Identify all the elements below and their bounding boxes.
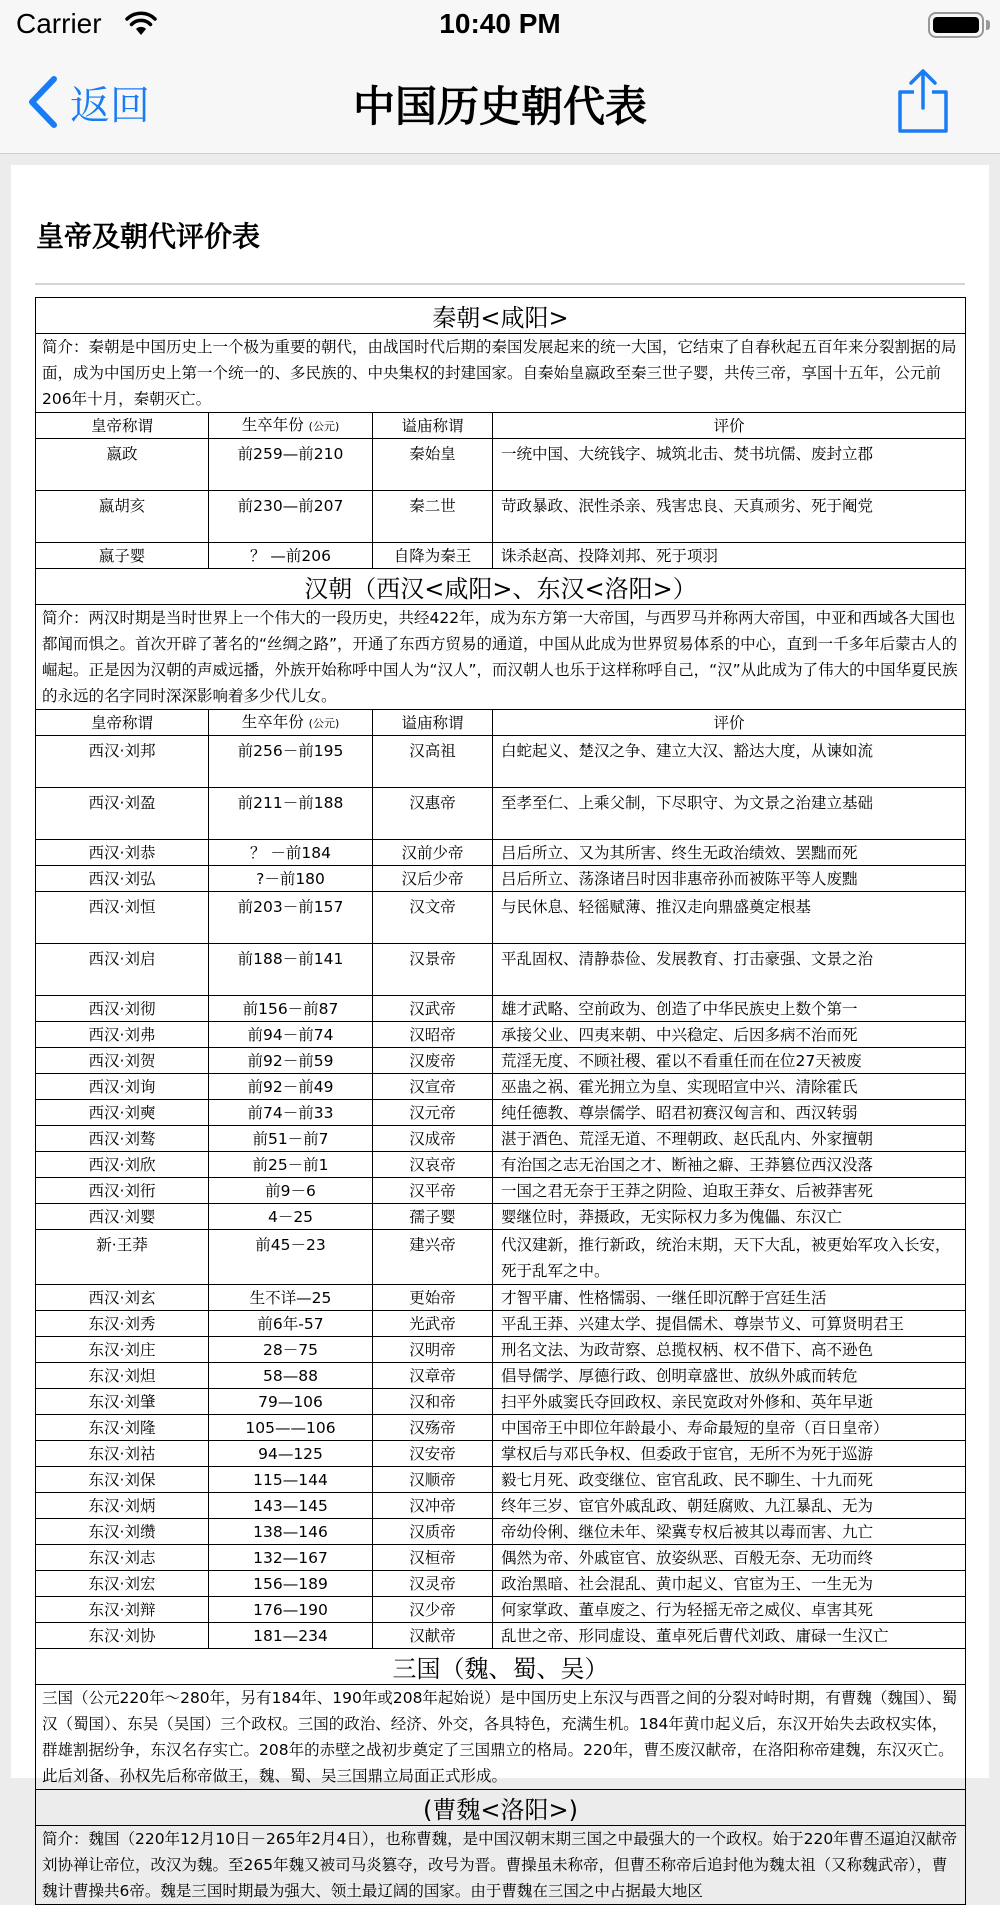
back-label: 返回 [70,82,150,129]
dynasty-title-qin: 秦朝<咸阳> [36,298,966,334]
table-row [36,1048,966,1074]
emperor-name: 西汉·刘贺 [36,1048,209,1074]
temple-name: 汉后少帝 [373,866,493,892]
table-row [36,439,966,491]
emperor-name: 东汉·刘庄 [36,1337,209,1363]
table-row [36,1519,966,1545]
table-row [36,1545,966,1571]
temple-name: 汉和帝 [373,1389,493,1415]
temple-name: 汉宣帝 [373,1074,493,1100]
table-row [36,1230,966,1285]
emperor-comment: 中国帝王中即位年龄最小、寿命最短的皇帝（百日皇帝） [493,1415,966,1441]
table-row [36,736,966,788]
emperor-name: 西汉·刘弗 [36,1022,209,1048]
dynasty-table-body [36,298,966,1905]
table-row [36,944,966,996]
emperor-years: 181—234 [209,1623,373,1649]
emperor-comment: 白蛇起义、楚汉之争、建立大汉、豁达大度，从谏如流 [493,736,966,788]
navigation-bar [0,52,1000,154]
emperor-years: 前51－前7 [209,1126,373,1152]
temple-name: 汉质帝 [373,1519,493,1545]
emperor-years: 前156－前87 [209,996,373,1022]
battery-icon [928,12,984,38]
table-row [36,1363,966,1389]
emperor-comment: 湛于酒色、荒淫无道、不理朝政、赵氏乱内、外家擅朝 [493,1126,966,1152]
temple-name: 孺子婴 [373,1204,493,1230]
header-comment: 评价 [493,710,966,736]
dynasty-intro-qin: 简介：秦朝是中国历史上一个极为重要的朝代，由战国时代后期的秦国发展起来的统一大国，它结束了自春秋起五百年来分裂割据的局面，成为中国历史上第一个统一的、多民族的、中央集权的封建国家。自秦始皇嬴政至秦三世子婴，共传三帝，享国十五年，公元前206年十月，秦朝灭亡。 [36,334,966,413]
emperor-name: 西汉·刘奭 [36,1100,209,1126]
emperor-comment: 一统中国、大统钱字、城筑北击、焚书坑儒、废封立郡 [493,439,966,491]
emperor-name: 西汉·刘启 [36,944,209,996]
emperor-name: 西汉·刘恭 [36,840,209,866]
emperor-name: 嬴胡亥 [36,491,209,543]
page-title: 中国历史朝代表 [352,82,647,131]
emperor-comment: 诛杀赵高、投降刘邦、死于项羽 [493,543,966,569]
header-years-label: 生卒年份 [241,712,304,731]
clock: 10:40 PM [439,8,561,39]
temple-name: 汉高祖 [373,736,493,788]
share-icon[interactable] [896,68,950,134]
emperor-comment: 巫蛊之祸、霍光拥立为皇、实现昭宣中兴、清除霍氏 [493,1074,966,1100]
emperor-comment: 吕后所立、又为其所害、终生无政治绩效、罢黜而死 [493,840,966,866]
table-row [36,1074,966,1100]
table-row [36,1389,966,1415]
temple-name: 更始帝 [373,1285,493,1311]
temple-name: 汉惠帝 [373,788,493,840]
emperor-name: 东汉·刘缵 [36,1519,209,1545]
emperor-comment: 平乱固权、清静恭俭、发展教育、打击豪强、文景之治 [493,944,966,996]
table-row [36,491,966,543]
dynasty-table [35,297,966,1905]
temple-name: 汉景帝 [373,944,493,996]
emperor-name: 东汉·刘宏 [36,1571,209,1597]
emperor-name: 东汉·刘保 [36,1467,209,1493]
emperor-comment: 何家掌政、董卓废之、行为轻摇无帝之威仪、卓害其死 [493,1597,966,1623]
emperor-years: ?－前180 [209,866,373,892]
emperor-comment: 婴继位时，莽摄政，无实际权力多为傀儡、东汉亡 [493,1204,966,1230]
temple-name: 秦二世 [373,491,493,543]
emperor-years: 前45－23 [209,1230,373,1285]
table-header-row [36,413,966,439]
table-row [36,866,966,892]
emperor-comment: 终年三岁、宦官外戚乱政、朝廷腐败、九江暴乱、无为 [493,1493,966,1519]
header-name: 皇帝称谓 [36,413,209,439]
temple-name: 汉平帝 [373,1178,493,1204]
emperor-comment: 与民休息、轻徭赋薄、推汉走向鼎盛奠定根基 [493,892,966,944]
emperor-years: 前94－前74 [209,1022,373,1048]
emperor-years: 前25－前1 [209,1152,373,1178]
emperor-years: 生不详—25 [209,1285,373,1311]
emperor-name: 西汉·刘玄 [36,1285,209,1311]
table-row [36,1100,966,1126]
temple-name: 汉安帝 [373,1441,493,1467]
emperor-name: 东汉·刘协 [36,1623,209,1649]
temple-name: 汉武帝 [373,996,493,1022]
temple-name: 汉顺帝 [373,1467,493,1493]
emperor-years: 79—106 [209,1389,373,1415]
header-temple: 谥庙称谓 [373,710,493,736]
emperor-years: 前256－前195 [209,736,373,788]
temple-name: 汉废帝 [373,1048,493,1074]
emperor-name: 东汉·刘辩 [36,1597,209,1623]
dynasty-intro-han: 简介：两汉时期是当时世界上一个伟大的一段历史，共经422年，成为东方第一大帝国，与西罗马并称两大帝国，中亚和西域各大国也都闻而惧之。首次开辟了著名的“丝绸之路”，开通了东西方贸易的通道，中国从此成为世界贸易体系的中心，直到一千多年后蒙古人的崛起。正是因为汉朝的声威远播，外族开始称呼中国人为“汉人”，而汉朝人也乐于这样称呼自己，“汉”从此成为了伟大的中国华夏民族的永远的名字同时深深影响着多少代儿女。 [36,605,966,710]
emperor-years: 前92－前59 [209,1048,373,1074]
table-row [36,1441,966,1467]
emperor-comment: 承接父业、四夷来朝、中兴稳定、后因多病不治而死 [493,1022,966,1048]
carrier-label: Carrier [16,8,102,39]
temple-name: 汉灵帝 [373,1571,493,1597]
table-row [36,1337,966,1363]
emperor-comment: 苛政暴政、泯性杀亲、残害忠良、天真顽劣、死于阉党 [493,491,966,543]
table-row [36,1285,966,1311]
emperor-comment: 雄才武略、空前政为、创造了中华民族史上数个第一 [493,996,966,1022]
temple-name: 汉明帝 [373,1337,493,1363]
table-row [36,1571,966,1597]
emperor-comment: 才智平庸、性格懦弱、一继任即沉醉于宫廷生活 [493,1285,966,1311]
emperor-name: 东汉·刘炟 [36,1363,209,1389]
emperor-years: 4－25 [209,1204,373,1230]
emperor-comment: 荒淫无度、不顾社稷、霍以不看重任而在位27天被废 [493,1048,966,1074]
emperor-name: 西汉·刘盈 [36,788,209,840]
content-card [11,165,989,1900]
table-row [36,996,966,1022]
temple-name: 汉成帝 [373,1126,493,1152]
emperor-name: 新·王莽 [36,1230,209,1285]
emperor-years: 前9－6 [209,1178,373,1204]
emperor-comment: 纯任德教、尊崇儒学、昭君初赛汉匈言和、西汉转弱 [493,1100,966,1126]
emperor-years: 94—125 [209,1441,373,1467]
temple-name: 汉前少帝 [373,840,493,866]
dynasty-title-han: 汉朝（西汉<咸阳>、东汉<洛阳>） [36,569,966,605]
emperor-years: 176—190 [209,1597,373,1623]
status-bar [0,0,1000,52]
emperor-comment: 吕后所立、荡涤诸吕时因非惠帝孙而被陈平等人废黜 [493,866,966,892]
emperor-years: 前74－前33 [209,1100,373,1126]
temple-name: 汉元帝 [373,1100,493,1126]
emperor-comment: 帝幼伶俐、继位未年、梁冀专权后被其以毒而害、九亡 [493,1519,966,1545]
header-years-unit: (公元) [308,716,340,730]
table-row [36,892,966,944]
emperor-comment: 刑名文法、为政苛察、总揽权柄、权不借下、高不逊色 [493,1337,966,1363]
table-row [36,1467,966,1493]
emperor-years: 前188－前141 [209,944,373,996]
emperor-comment: 有治国之志无治国之才、断袖之癖、王莽篡位西汉没落 [493,1152,966,1178]
emperor-name: 嬴子婴 [36,543,209,569]
emperor-name: 西汉·刘邦 [36,736,209,788]
emperor-years: ？ —前206 [209,543,373,569]
emperor-name: 西汉·刘衎 [36,1178,209,1204]
emperor-name: 西汉·刘骜 [36,1126,209,1152]
dynasty-title-three-kingdoms: 三国（魏、蜀、吴） [36,1649,966,1685]
emperor-name: 东汉·刘炳 [36,1493,209,1519]
header-name: 皇帝称谓 [36,710,209,736]
temple-name: 汉哀帝 [373,1152,493,1178]
dynasty-title-cao-wei: (曹魏<洛阳>) [36,1790,966,1826]
divider [35,283,965,285]
emperor-years: 前259—前210 [209,439,373,491]
emperor-comment: 乱世之帝、形同虚设、董卓死后曹代刘政、庸碌一生汉亡 [493,1623,966,1649]
emperor-comment: 扫平外戚窦氏夺回政权、亲民宽政对外修和、英年早逝 [493,1389,966,1415]
temple-name: 汉桓帝 [373,1545,493,1571]
emperor-name: 西汉·刘婴 [36,1204,209,1230]
table-header-row [36,710,966,736]
emperor-years: 132—167 [209,1545,373,1571]
table-row [36,1493,966,1519]
emperor-years: ？ －前184 [209,840,373,866]
emperor-comment: 一国之君无奈于王莽之阴险、迫取王莽女、后被莽害死 [493,1178,966,1204]
emperor-comment: 毅七月死、政变继位、宦官乱政、民不聊生、十九而死 [493,1467,966,1493]
dynasty-intro-row [36,1685,966,1790]
emperor-years: 138—146 [209,1519,373,1545]
temple-name: 汉少帝 [373,1597,493,1623]
emperor-name: 东汉·刘志 [36,1545,209,1571]
dynasty-intro-row [36,334,966,413]
table-row [36,1126,966,1152]
emperor-comment: 代汉建新，推行新政，统治末期，天下大乱，被更始军攻入长安，死于乱军之中。 [493,1230,966,1285]
dynasty-title-row [36,1649,966,1685]
emperor-name: 西汉·刘恒 [36,892,209,944]
emperor-years: 156—189 [209,1571,373,1597]
emperor-name: 东汉·刘祜 [36,1441,209,1467]
header-years-unit: (公元) [308,419,340,433]
emperor-years: 58—88 [209,1363,373,1389]
battery-cap [986,20,990,30]
emperor-name: 东汉·刘隆 [36,1415,209,1441]
emperor-years: 105——106 [209,1415,373,1441]
emperor-years: 前6年-57 [209,1311,373,1337]
temple-name: 汉章帝 [373,1363,493,1389]
emperor-name: 嬴政 [36,439,209,491]
temple-name: 光武帝 [373,1311,493,1337]
emperor-years: 前211－前188 [209,788,373,840]
temple-name: 汉殇帝 [373,1415,493,1441]
emperor-name: 西汉·刘询 [36,1074,209,1100]
emperor-name: 东汉·刘秀 [36,1311,209,1337]
emperor-years: 143—145 [209,1493,373,1519]
emperor-years: 前92－前49 [209,1074,373,1100]
dynasty-intro-row [36,1826,966,1905]
table-row [36,543,966,569]
table-row [36,788,966,840]
table-row [36,1022,966,1048]
emperor-name: 东汉·刘肇 [36,1389,209,1415]
dynasty-title-row [36,569,966,605]
table-row [36,1623,966,1649]
table-row [36,1204,966,1230]
table-row [36,1597,966,1623]
emperor-comment: 平乱王莽、兴建太学、提倡儒术、尊崇节义、可算贤明君王 [493,1311,966,1337]
table-row [36,840,966,866]
header-years-label: 生卒年份 [241,415,304,434]
temple-name: 汉昭帝 [373,1022,493,1048]
section-heading: 皇帝及朝代评价表 [36,220,261,253]
dynasty-intro-three-kingdoms: 三国（公元220年～280年，另有184年、190年或208年起始说）是中国历史上东汉与西晋之间的分裂对峙时期，有曹魏（魏国）、蜀汉（蜀国）、东吴（吴国）三个政权。三国的政治、经济、外交，各具特色，充满生机。184年黄巾起义后，东汉开始失去政权实体，群雄割据纷争，东汉名存实亡。208年的赤壁之战初步奠定了三国鼎立的格局。220年，曹丕废汉献帝，在洛阳称帝建魏，东汉灭亡。此后刘备、孙权先后称帝做王，魏、蜀、吴三国鼎立局面正式形成。 [36,1685,966,1790]
emperor-comment: 至孝至仁、上乘父制，下尽职守、为文景之治建立基础 [493,788,966,840]
emperor-comment: 掌权后与邓氏争权、但委政于宦官，无所不为死于巡游 [493,1441,966,1467]
emperor-years: 28－75 [209,1337,373,1363]
temple-name: 秦始皇 [373,439,493,491]
emperor-years: 前230—前207 [209,491,373,543]
table-row [36,1311,966,1337]
temple-name: 建兴帝 [373,1230,493,1285]
table-row [36,1415,966,1441]
dynasty-intro-row [36,605,966,710]
header-years [209,413,373,439]
header-comment: 评价 [493,413,966,439]
dynasty-intro-cao-wei: 简介：魏国（220年12月10日－265年2月4日），也称曹魏，是中国汉朝末期三国之中最强大的一个政权。始于220年曹丕逼迫汉献帝刘协禅让帝位，改汉为魏。至265年魏又被司马炎篡夺，改号为晋。曹操虽未称帝，但曹丕称帝后追封他为魏太祖（又称魏武帝），曹魏计曹操共6帝。魏是三国时期最为强大、领土最辽阔的国家。由于曹魏在三国之中占据最大地区 [36,1826,966,1905]
dynasty-title-row [36,298,966,334]
temple-name: 自降为秦王 [373,543,493,569]
header-years [209,710,373,736]
dynasty-title-row [36,1790,966,1826]
emperor-comment: 偶然为帝、外戚宦官、放姿纵恶、百般无奈、无功而终 [493,1545,966,1571]
header-temple: 谥庙称谓 [373,413,493,439]
temple-name: 汉文帝 [373,892,493,944]
table-row [36,1178,966,1204]
emperor-comment: 政治黑暗、社会混乱、黄巾起义、官宦为王、一生无为 [493,1571,966,1597]
emperor-name: 西汉·刘弘 [36,866,209,892]
temple-name: 汉冲帝 [373,1493,493,1519]
emperor-years: 前203－前157 [209,892,373,944]
temple-name: 汉献帝 [373,1623,493,1649]
emperor-years: 115—144 [209,1467,373,1493]
emperor-name: 西汉·刘彻 [36,996,209,1022]
table-row [36,1152,966,1178]
emperor-name: 西汉·刘欣 [36,1152,209,1178]
emperor-comment: 倡导儒学、厚德行政、创明章盛世、放纵外戚而转危 [493,1363,966,1389]
